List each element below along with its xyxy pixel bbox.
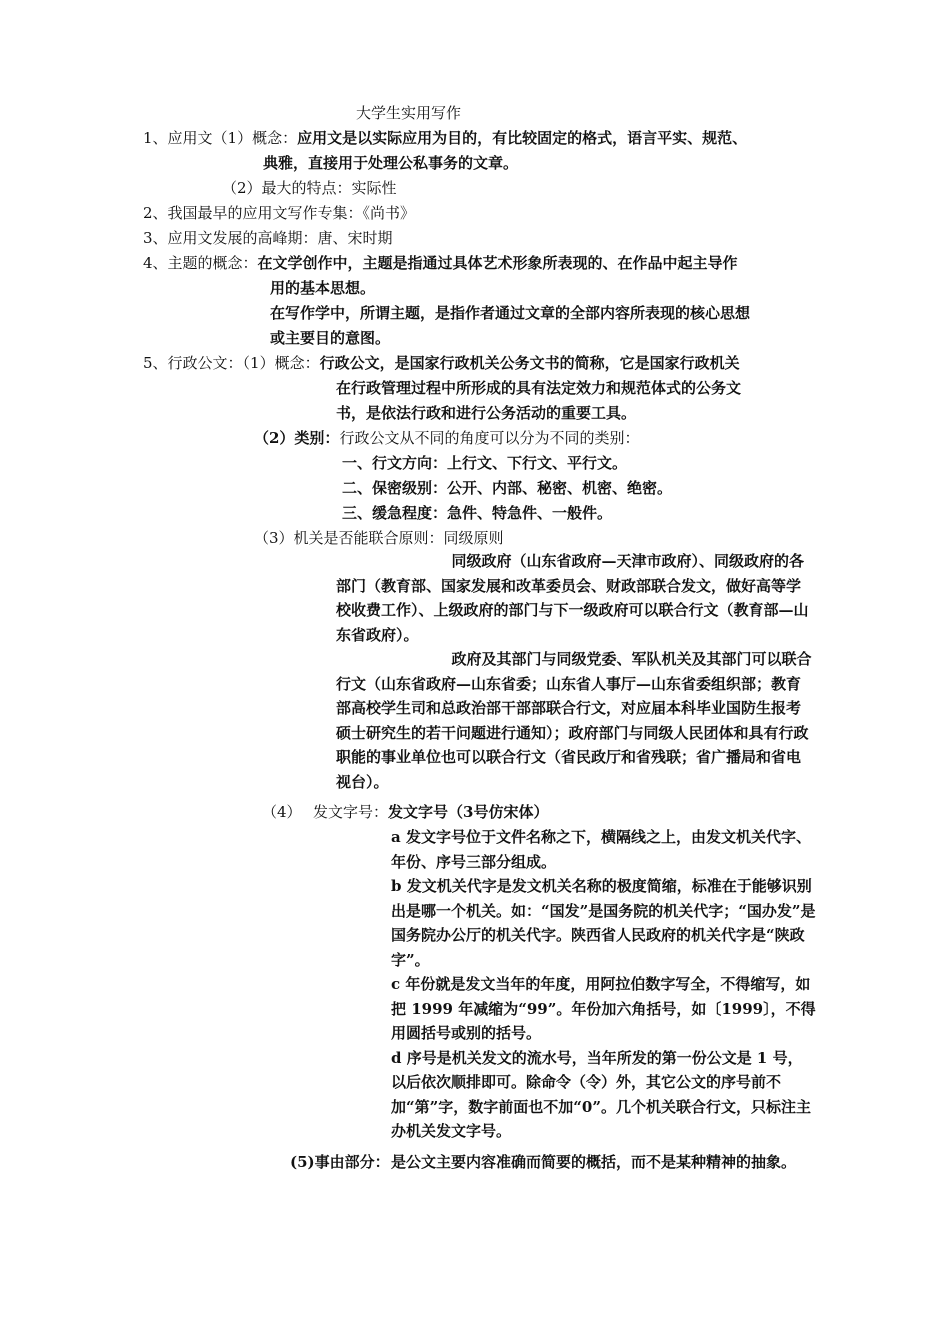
section-4-prefix: 4、主题的概念： <box>143 254 258 272</box>
section-5-3-paragraph-1: 同级政府（山东省政府—天津市政府）、同级政府的各部门（教育部、国家发展和改革委员会、财政部联合发文，做好高等学校收费工作）、上级政府的部门与下一级政府可以联合行文（教育部—山东省政府）。 <box>336 552 809 644</box>
category-item-1: 一、行文方向：上行文、下行文、平行文。 <box>342 454 628 472</box>
section-4-line-2: 用的基本思想。 <box>270 279 376 297</box>
section-5-4-body <box>391 825 817 1144</box>
section-5-4-bold: 发文字号（3号仿宋体） <box>388 803 549 821</box>
section-1-line-2: 典雅，直接用于处理公私事务的文章。 <box>263 154 519 172</box>
section-2: 2、我国最早的应用文写作专集：《尚书》 <box>143 204 416 222</box>
item-a: a 发文字号位于文件名称之下，横隔线之上，由发文机关代字、年份、序号三部分组成。 <box>391 828 811 871</box>
section-4-line-1 <box>143 251 738 275</box>
section-5-4-heading <box>313 800 548 824</box>
section-5-3-body <box>336 549 814 794</box>
section-5-4-number: （4） <box>262 803 302 821</box>
section-3: 3、应用文发展的高峰期：唐、宋时期 <box>143 229 393 247</box>
section-5-3-paragraph-2: 政府及其部门与同级党委、军队机关及其部门可以联合行文（山东省政府—山东省委；山东省人事厅—山东省委组织部；教育部高校学生司和总政治部干部部联合行文，对应届本科毕业国防生报考硕士研究生的若干问题进行通知）；政府部门与同级人民团体和具有行政职能的事业单位也可以联合行文（省民政厅和省残联；省广播局和省电视台）。 <box>336 650 812 791</box>
section-5-3-heading: （3）机关是否能联合原则：同级原则 <box>254 529 504 547</box>
document-title: 大学生实用写作 <box>356 104 462 122</box>
section-5-prefix: 5、行政公文：（1）概念： <box>143 354 320 372</box>
section-5-2-text: 行政公文从不同的角度可以分为不同的类别： <box>339 429 640 447</box>
section-5-4-label: 发文字号： <box>313 803 389 821</box>
item-b: b 发文机关代字是发文机关名称的极度简缩，标准在于能够识别出是哪一个机关。如：“国发”是国务院的机关代字；“国办发”是国务院办公厅的机关代字。陕西省人民政府的机关代字是“陕政字”。 <box>391 877 816 969</box>
section-5-line-2: 在行政管理过程中所形成的具有法定效力和规范体式的公务文 <box>336 379 742 397</box>
section-5-2-prefix: （2）类别： <box>254 429 340 447</box>
section-4-text-1: 在文学创作中，主题是指通过具体艺术形象所表现的、在作品中起主导作 <box>257 254 738 272</box>
section-5-2-heading <box>254 426 639 450</box>
item-c: c 年份就是发文当年的年度，用阿拉伯数字写全，不得缩写，如把 1999 年减缩为“99”。年份加六角括号，如〔1999〕，不得用圆括号或别的括号。 <box>391 975 816 1042</box>
section-5-5-text: 是公文主要内容准确而简要的概括，而不是某种精神的抽象。 <box>391 1153 797 1171</box>
category-item-2: 二、保密级别：公开、内部、秘密、机密、绝密。 <box>342 479 673 497</box>
section-1-prefix: 1、应用文（1）概念： <box>143 129 298 147</box>
section-5-5-prefix: (5)事由部分： <box>290 1153 390 1171</box>
section-1-feature: （2）最大的特点：实际性 <box>222 179 397 197</box>
section-1-line-1 <box>143 126 747 150</box>
section-4-line-3: 在写作学中，所谓主题，是指作者通过文章的全部内容所表现的核心思想 <box>270 304 751 322</box>
section-5-line-1 <box>143 351 740 375</box>
item-d: d 序号是机关发文的流水号，当年所发的第一份公文是 1 号，以后依次顺排即可。除命令（令）外，其它公文的序号前不加“第”字，数字前面也不加“0”。几个机关联合行文，只标注主办机关发文字号。 <box>391 1048 811 1140</box>
section-4-line-4: 或主要目的意图。 <box>270 329 391 347</box>
section-5-line-3: 书，是依法行政和进行公务活动的重要工具。 <box>336 404 637 422</box>
category-item-3: 三、缓急程度：急件、特急件、一般件。 <box>342 504 613 522</box>
section-5-text-1: 行政公文，是国家行政机关公务文书的简称，它是国家行政机关 <box>319 354 740 372</box>
section-1-definition: 应用文是以实际应用为目的，有比较固定的格式，语言平实、规范、 <box>297 129 748 147</box>
